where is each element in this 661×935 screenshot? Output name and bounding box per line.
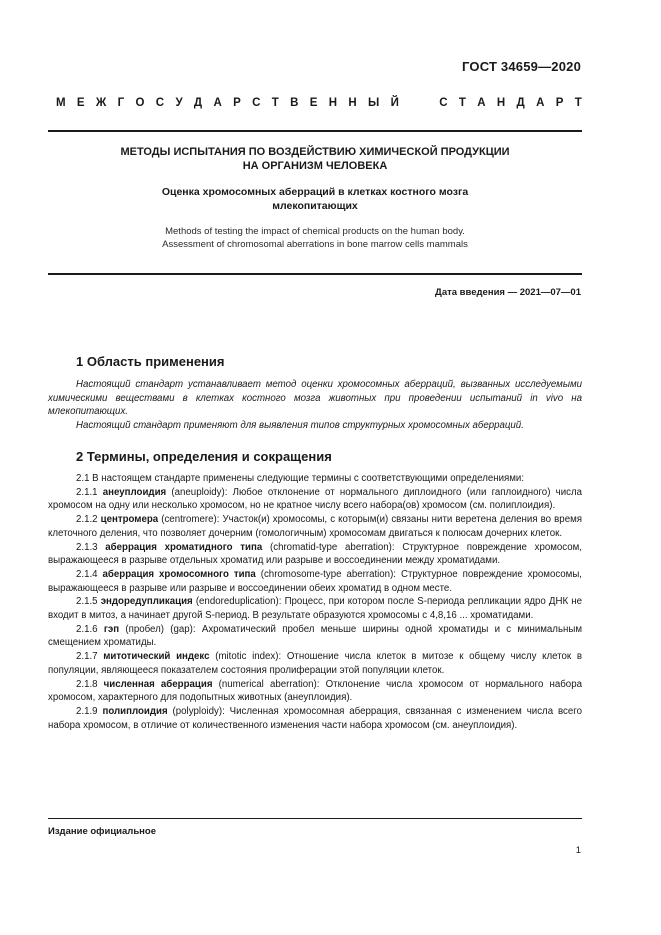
section-1-paragraph-1: Настоящий стандарт устанавливает метод оценки хромосомных аберраций, вызванных исследуемыми химическими веществами в клетках костного мозга животных при проведении испытаний in vivo на млекопитающих. (48, 379, 582, 418)
heading-letter: В (290, 97, 299, 109)
subtitle-line-2: млекопитающих (272, 200, 358, 212)
heading-letter: А (213, 97, 222, 109)
document-id: ГОСТ 34659—2020 (462, 59, 581, 74)
edition-label: Издание официальное (48, 826, 156, 837)
heading-letter: Т (574, 97, 582, 109)
section-1-body (48, 378, 582, 433)
heading-letter: А (477, 97, 486, 109)
term-text: (chromatid-type aberration): Структурное повреждение хромосом, выражающееся в разрыве отдельных хроматид или разрыве и воссоединении между хроматидами. (48, 541, 582, 567)
standard-type-heading (56, 97, 582, 109)
term-name: аберрация хромосомного типа (102, 568, 256, 580)
term-name: митотический индекс (103, 651, 210, 663)
heading-letter: Е (309, 97, 318, 109)
heading-letter: А (536, 97, 545, 109)
heading-letter: Д (516, 97, 525, 109)
heading-letter: Ж (95, 97, 107, 109)
term-definition (48, 623, 582, 650)
term-text: (пробел) (gap): Ахроматический пробел меньше ширины одной хроматиды и с минимальным смещением хроматиды. (48, 623, 582, 649)
term-text: (mitotic index): Отношение числа клеток в митозе к общему числу клеток в популяции, являющееся показателем состояния пролиферации этой популяции клеток. (48, 651, 582, 676)
section-1-heading: 1 Область применения (76, 354, 225, 369)
heading-letter: С (252, 97, 261, 109)
term-text: (numerical aberration): Отклонение числа хромосом от нормального набора хромосом, характерного для подопытных животных (анеуплоидия). (48, 678, 582, 704)
heading-letter: У (175, 97, 183, 109)
heading-letter: Т (271, 97, 279, 109)
heading-letter: Й (390, 97, 399, 109)
term-number: 2.1.9 (76, 705, 98, 717)
section-1-paragraph-2: Настоящий стандарт применяют для выявления типов структурных хромосомных аберраций. (76, 420, 524, 432)
subtitle-line-1: Оценка хромосомных аберраций в клетках костного мозга (161, 186, 469, 198)
heading-letter: С (439, 97, 448, 109)
heading-letter: Г (117, 97, 125, 109)
term-number: 2.1.2 (76, 514, 98, 526)
middle-rule (48, 273, 582, 275)
term-name: анеуплоидия (102, 486, 167, 498)
term-text: (endoreduplication): Процесс, при котором после S-периода репликации ядро ДНК не входит в митоз, а начинает другой S-период. В результате образуются хромосомы с 4,8,16 ... хроматидами. (48, 596, 582, 622)
term-text: (aneuploidy): Любое отклонение от нормального диплоидного (или гаплоидного) числа хромосом на одну или несколько хромосом, но не кратное числу всего набора(ов) хромосом (см. полиплоидия). (48, 486, 582, 512)
term-number: 2.1.6 (76, 623, 98, 635)
term-number: 2.1.7 (76, 651, 98, 663)
top-rule (48, 130, 582, 132)
term-definition (48, 486, 582, 513)
heading-letter: С (155, 97, 165, 109)
introduction-date: Дата введения — 2021—07—01 (435, 287, 581, 298)
heading-letter: Р (233, 97, 241, 109)
heading-letter: Д (193, 97, 203, 109)
heading-letter: Т (458, 97, 466, 109)
term-definition (48, 568, 582, 595)
heading-letter: Н (348, 97, 357, 109)
term-text: (polyploidy): Численная хромосомная аберрация, связанная с изменением числа всего набора хромосом, в отличие от количественного изменения части набора хромосом (см. анеуплоидия). (48, 705, 582, 731)
english-line-2: Assessment of chromosomal aberrations in bone marrow cells mammals (162, 239, 468, 250)
heading-letter: Р (555, 97, 564, 109)
heading-letter: Ы (368, 97, 380, 109)
heading-letter (410, 97, 413, 109)
title-line-2: НА ОРГАНИЗМ ЧЕЛОВЕКА (242, 160, 388, 172)
term-number: 2.1.3 (76, 541, 98, 553)
footer-rule (48, 818, 582, 819)
english-title (48, 225, 582, 251)
heading-letter: Н (496, 97, 506, 109)
section-2-intro: 2.1 В настоящем стандарте применены следующие термины с соответствующими определениями: (76, 473, 525, 484)
title-line-1: МЕТОДЫ ИСПЫТАНИЯ ПО ВОЗДЕЙСТВИЮ ХИМИЧЕСКОЙ ПРОДУКЦИИ (120, 146, 510, 158)
term-name: полиплоидия (102, 705, 168, 717)
english-line-1: Methods of testing the impact of chemical products on the human body. (165, 226, 465, 237)
term-definition (48, 678, 582, 705)
term-name: эндоредупликация (100, 596, 193, 608)
heading-letter: Е (76, 97, 85, 109)
section-2-body (48, 472, 582, 732)
term-definition (48, 595, 582, 622)
heading-letter: О (135, 97, 145, 109)
document-subtitle (48, 185, 582, 213)
terms-list (48, 486, 582, 733)
term-number: 2.1.4 (76, 568, 98, 580)
heading-letter (425, 97, 428, 109)
term-name: центромера (100, 514, 159, 526)
term-name: численная аберрация (103, 678, 213, 690)
term-text: (chromosome-type aberration): Структурное повреждение хромосомы, выражающееся в разрыве или разрыве и воссоединении обеих хроматид в одном месте. (48, 568, 582, 594)
heading-letter: М (56, 97, 66, 109)
document-title (48, 145, 582, 173)
term-number: 2.1.8 (76, 678, 98, 690)
term-name: гэп (103, 623, 120, 635)
term-definition (48, 650, 582, 677)
term-definition (48, 541, 582, 568)
term-definition (48, 513, 582, 540)
heading-letter: Н (328, 97, 338, 109)
section-2-heading: 2 Термины, определения и сокращения (76, 449, 332, 464)
term-number: 2.1.5 (76, 596, 98, 608)
term-definition (48, 705, 582, 732)
page-number: 1 (575, 845, 581, 856)
term-text: (centromere): Участок(и) хромосомы, с которым(и) связаны нити веретена деления во время клеточного деления, что позволяет дочерним (гомологичным) хромосомам двигаться к полюсам дочерних клеток. (48, 514, 582, 539)
term-number: 2.1.1 (76, 486, 98, 498)
term-name: аберрация хроматидного типа (105, 541, 263, 553)
